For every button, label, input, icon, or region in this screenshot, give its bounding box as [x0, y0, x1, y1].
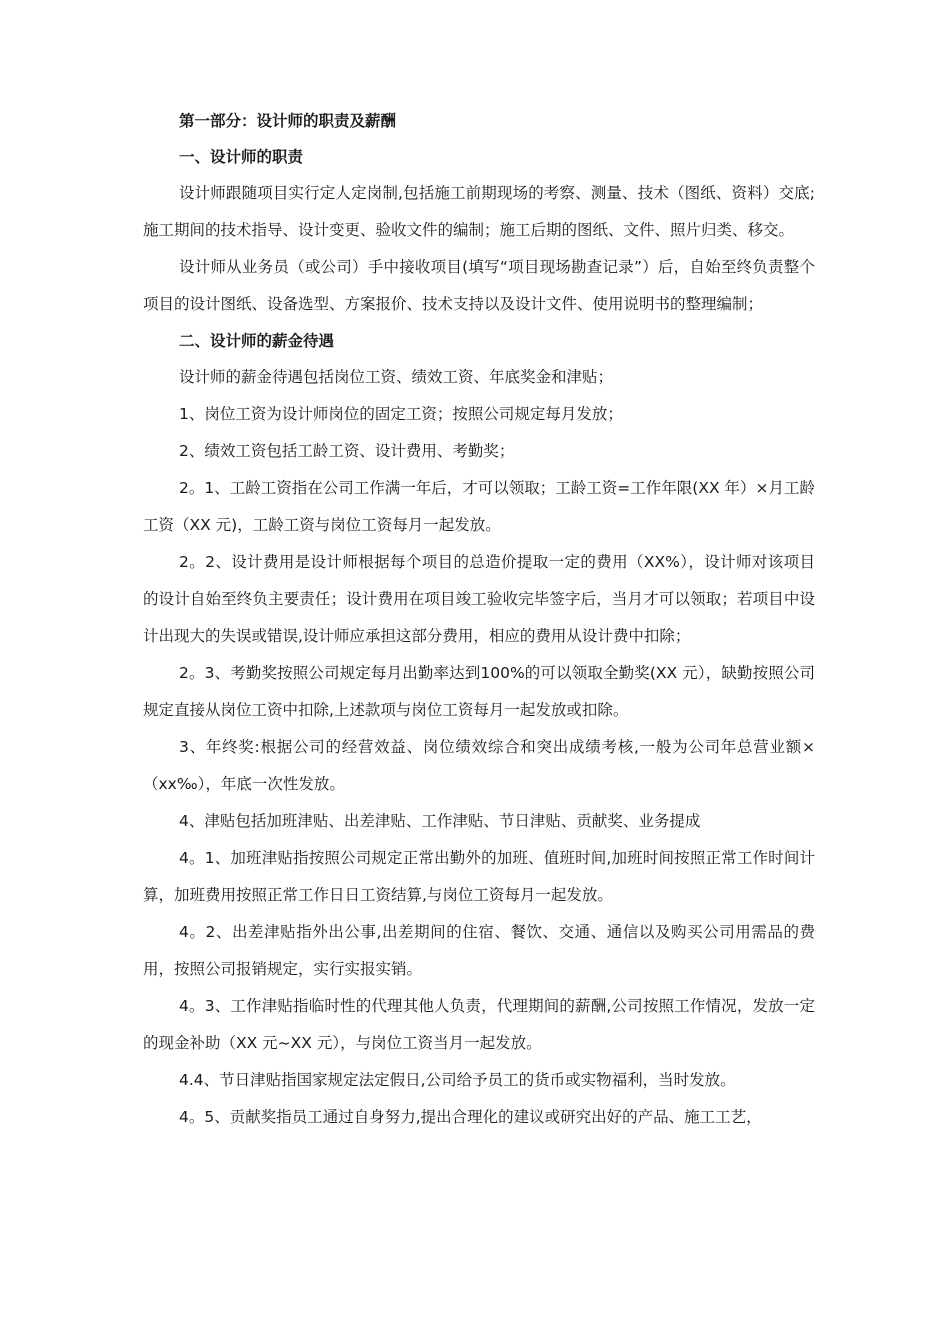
- section-1-paragraph-1: 设计师跟随项目实行定人定岗制,包括施工前期现场的考察、测量、技术（图纸、资料）交底;施工期间的技术指导、设计变更、验收文件的编制；施工后期的图纸、文件、照片归类、移交。: [143, 184, 815, 239]
- section-1-paragraph-2: 设计师从业务员（或公司）手中接收项目(填写“项目现场勘查记录”）后，自始至终负责整个项目的设计图纸、设备选型、方案报价、技术支持以及设计文件、使用说明书的整理编制；: [143, 258, 815, 313]
- list-item-4-2: 4。2、出差津贴指外出公事,出差期间的住宿、餐饮、交通、通信以及购买公司用需品的费用，按照公司报销规定，实行实报实销。: [143, 923, 815, 978]
- part-title: 第一部分：设计师的职责及薪酬: [179, 112, 397, 130]
- document-page: [143, 103, 815, 1136]
- list-item-3: 3、年终奖:根据公司的经营效益、岗位绩效综合和突出成绩考核,一般为公司年总营业额×（xx‰），年底一次性发放。: [143, 738, 815, 793]
- list-item-2: 2、绩效工资包括工龄工资、设计费用、考勤奖；: [179, 442, 515, 460]
- list-item-4-3: 4。3、工作津贴指临时性的代理其他人负责，代理期间的薪酬,公司按照工作情况，发放一定的现金补助（XX 元~XX 元），与岗位工资当月一起发放。: [143, 997, 815, 1052]
- list-item-4-4: 4.4、节日津贴指国家规定法定假日,公司给予员工的货币或实物福利，当时发放。: [179, 1071, 736, 1089]
- section-2-title: 二、设计师的薪金待遇: [179, 332, 335, 350]
- list-item-4-1: 4。1、加班津贴指按照公司规定正常出勤外的加班、值班时间,加班时间按照正常工作时间计算，加班费用按照正常工作日日工资结算,与岗位工资每月一起发放。: [143, 849, 815, 904]
- list-item-1: 1、岗位工资为设计师岗位的固定工资；按照公司规定每月发放；: [179, 405, 623, 423]
- list-item-2-3: 2。3、考勤奖按照公司规定每月出勤率达到100%的可以领取全勤奖(XX 元），缺勤按照公司规定直接从岗位工资中扣除,上述款项与岗位工资每月一起发放或扣除。: [143, 664, 815, 719]
- list-item-4: 4、津贴包括加班津贴、出差津贴、工作津贴、节日津贴、贡献奖、业务提成: [179, 812, 701, 830]
- list-item-2-1: 2。1、工龄工资指在公司工作满一年后，才可以领取；工龄工资=工作年限(XX 年）×月工龄工资（XX 元)，工龄工资与岗位工资每月一起发放。: [143, 479, 815, 534]
- section-2-intro: 设计师的薪金待遇包括岗位工资、绩效工资、年底奖金和津贴；: [179, 368, 614, 386]
- list-item-2-2: 2。2、设计费用是设计师根据每个项目的总造价提取一定的费用（XX%），设计师对该项目的设计自始至终负主要责任；设计费用在项目竣工验收完毕签字后，当月才可以领取；若项目中设计出现大的失误或错误,设计师应承担这部分费用，相应的费用从设计费中扣除；: [143, 553, 815, 645]
- section-1-title: 一、设计师的职责: [179, 148, 304, 166]
- list-item-4-5: 4。5、贡献奖指员工通过自身努力,提出合理化的建议或研究出好的产品、施工工艺，: [179, 1108, 762, 1126]
